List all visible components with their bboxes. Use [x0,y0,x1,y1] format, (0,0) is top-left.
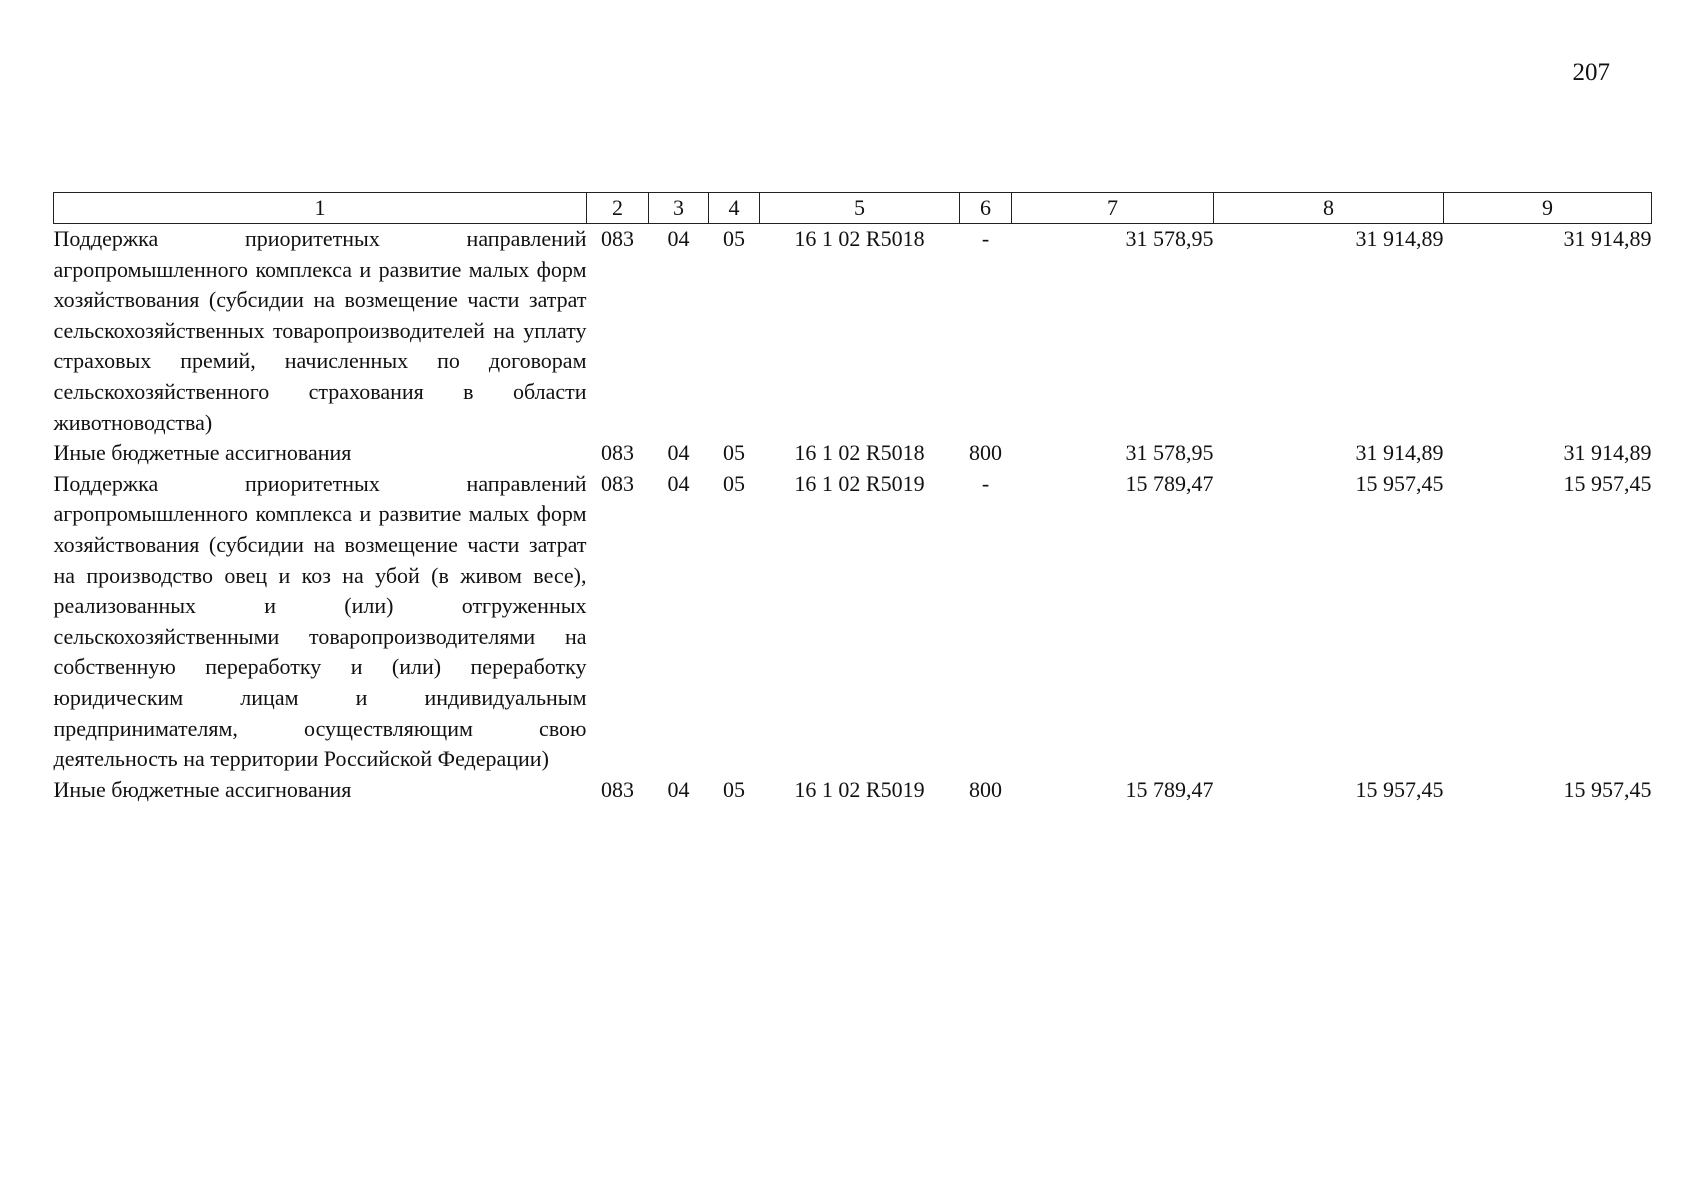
row-target-article: 16 1 02 R5019 [794,776,925,802]
row-section: 04 [667,226,690,251]
row-amount-col7: 15 789,47 [1125,470,1214,496]
row-expense-type: 800 [969,776,1002,802]
row-section: 04 [667,440,690,466]
row-section: 04 [667,776,690,802]
row-expense-type: - [981,470,990,496]
row-expense-type: 800 [969,440,1002,466]
row-amount-col9: 31 914,89 [1563,226,1652,251]
header-col-7: 7 [1012,193,1214,224]
header-col-4: 4 [709,193,760,224]
table-row [54,438,1652,469]
table-row [54,224,1652,439]
row-subsection: 05 [723,440,745,466]
header-col-9: 9 [1444,193,1652,224]
row-target-article: 16 1 02 R5018 [794,226,925,251]
table-row [54,775,1652,806]
row-subsection: 05 [723,226,745,251]
row-target-article: 16 1 02 R5019 [794,470,925,496]
row-amount-col9: 31 914,89 [1563,440,1652,466]
header-row [54,193,1652,224]
row-ministry-code: 083 [601,440,634,466]
header-col-1: 1 [54,193,587,224]
header-col-8: 8 [1214,193,1444,224]
header-col-5: 5 [760,193,960,224]
row-amount-col7: 31 578,95 [1125,440,1214,466]
row-name: Поддержка приоритетных направлений агропромышленного комплекса и развитие малых форм хозяйствования (субсидии на возмещение части затрат сельскохозяйственных товаропроизводителей на уплату страховых премий, начисленных по договорам сельскохозяйственного страхования в области животноводства) [53,226,587,435]
row-amount-col9: 15 957,45 [1563,470,1652,496]
row-amount-col8: 15 957,45 [1355,470,1444,496]
row-amount-col8: 31 914,89 [1355,226,1444,251]
row-name: Поддержка приоритетных направлений агропромышленного комплекса и развитие малых форм хозяйствования (субсидии на возмещение части затрат на производство овец и коз на убой (в живом весе), реализованных и (или) отгруженных сельскохозяйственными товаропроизводителями на собственную переработку и (или) переработку юридическим лицам и индивидуальным предпринимателям, осуществляющим свою деятельность на территории Российской Федерации) [53,470,587,772]
row-target-article: 16 1 02 R5018 [794,440,925,466]
row-amount-col7: 31 578,95 [1125,226,1214,251]
row-ministry-code: 083 [601,226,634,251]
row-amount-col7: 15 789,47 [1125,776,1214,802]
header-col-3: 3 [649,193,709,224]
row-name: Иные бюджетные ассигнования [53,440,352,466]
row-ministry-code: 083 [601,470,634,496]
budget-table [53,192,1652,805]
row-expense-type: - [981,226,990,251]
row-amount-col8: 31 914,89 [1355,440,1444,466]
page-number: 207 [1572,59,1610,86]
row-subsection: 05 [723,776,745,802]
row-subsection: 05 [723,470,745,496]
table-row [54,469,1652,775]
row-section: 04 [667,470,690,496]
row-name: Иные бюджетные ассигнования [53,776,352,802]
row-ministry-code: 083 [601,776,634,802]
header-col-6: 6 [960,193,1012,224]
header-col-2: 2 [587,193,649,224]
row-amount-col8: 15 957,45 [1355,776,1444,802]
row-amount-col9: 15 957,45 [1563,776,1652,802]
